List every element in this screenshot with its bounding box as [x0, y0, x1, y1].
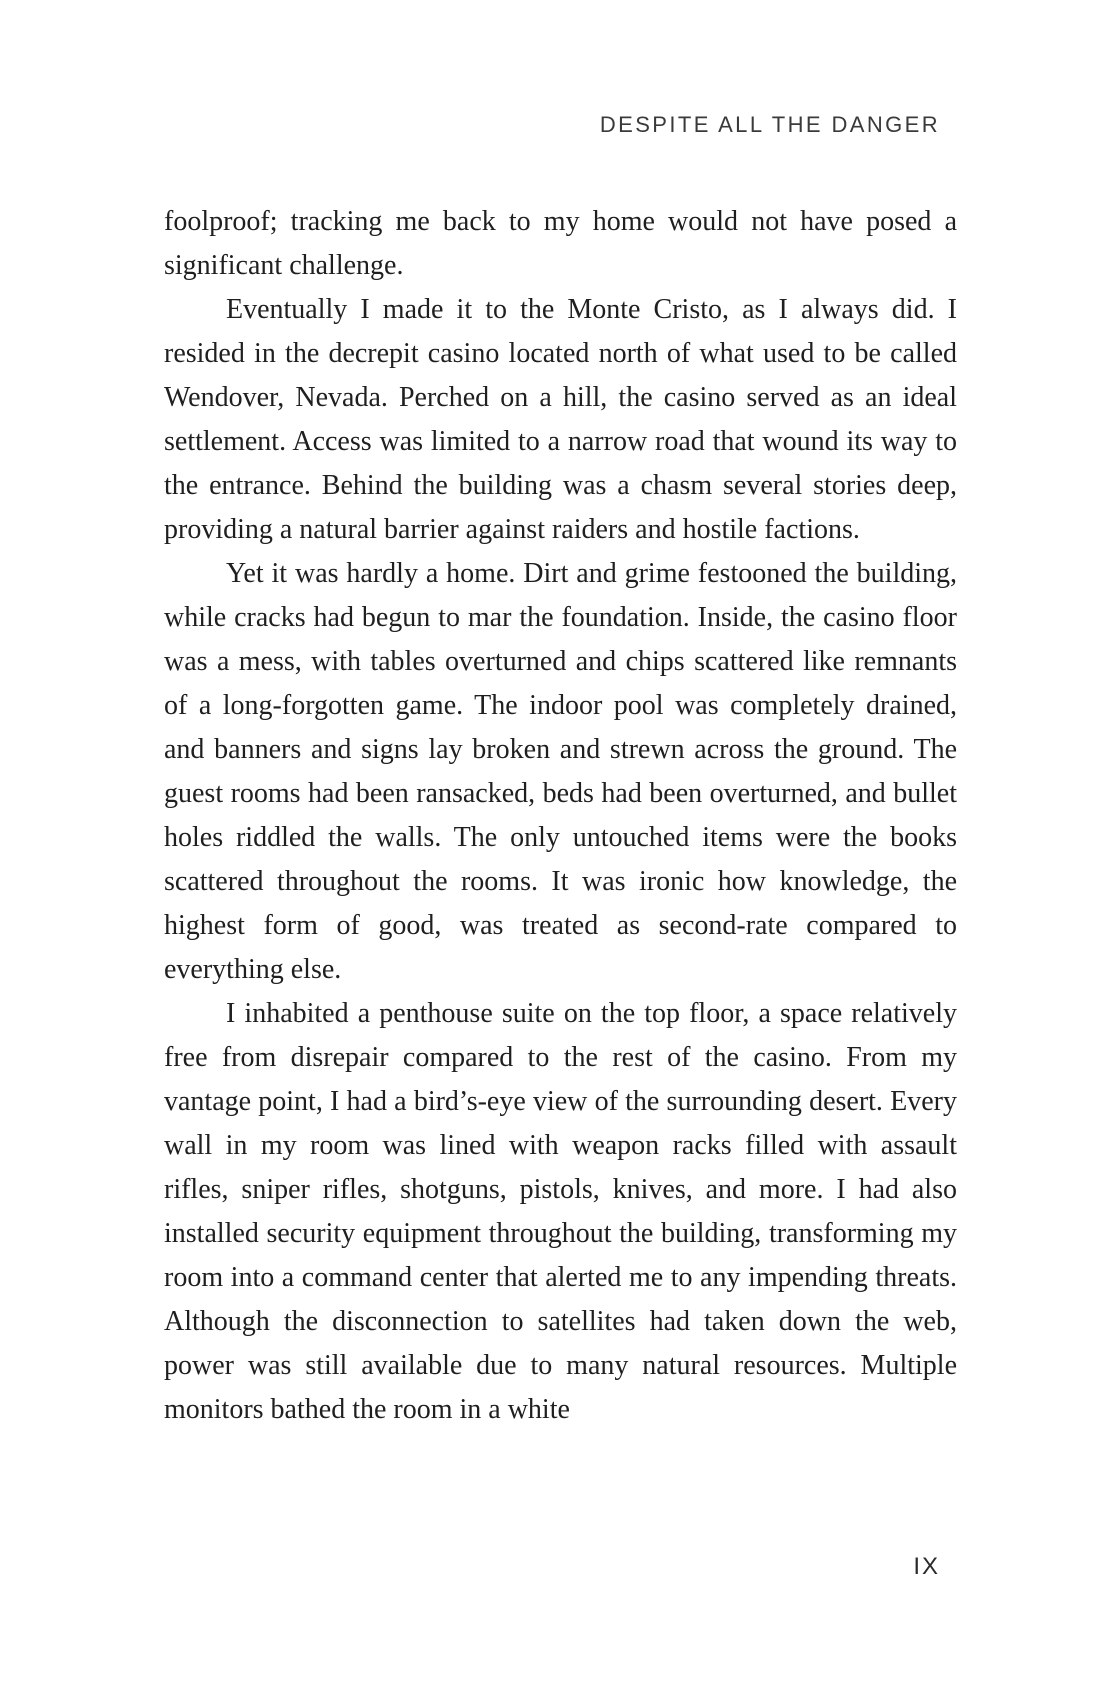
paragraph-hardly-a-home: Yet it was hardly a home. Dirt and grime festooned the building, while cracks had begun to mar the foundation. Inside, the casino floor was a mess, with tables overturned and chips scattered like remnants of a long-forgotten game. The indoor pool was completely drained, and banners and signs lay broken and strewn across the ground. The guest rooms had been ransacked, beds had been overturned, and bullet holes riddled the walls. The only untouched items were the books scattered throughout the rooms. It was ironic how knowledge, the highest form of good, was treated as second-rate compared to everything else.: [164, 558, 957, 985]
body-text: [164, 200, 957, 1432]
paragraph-penthouse-suite: I inhabited a penthouse suite on the top floor, a space relatively free from disrepair compared to the rest of the casino. From my vantage point, I had a bird’s-eye view of the surrounding desert. Every wall in my room was lined with weapon racks filled with assault rifles, sniper rifles, shotguns, pistols, knives, and more. I had also installed security equipment throughout the building, transforming my room into a command center that alerted me to any impending threats. Although the disconnection to satellites had taken down the web, power was still available due to many natural resources. Multiple monitors bathed the room in a white: [164, 998, 957, 1425]
paragraph-continued: foolproof; tracking me back to my home would not have posed a significant challenge.: [164, 206, 957, 281]
paragraph-monte-cristo: Eventually I made it to the Monte Cristo, as I always did. I resided in the decrepit casino located north of what used to be called Wendover, Nevada. Perched on a hill, the casino served as an ideal settlement. Access was limited to a narrow road that wound its way to the entrance. Behind the building was a chasm several stories deep, providing a natural barrier against raiders and hostile factions.: [164, 294, 957, 545]
page-number: IX: [913, 1553, 940, 1580]
running-header: DESPITE ALL THE DANGER: [599, 112, 940, 137]
